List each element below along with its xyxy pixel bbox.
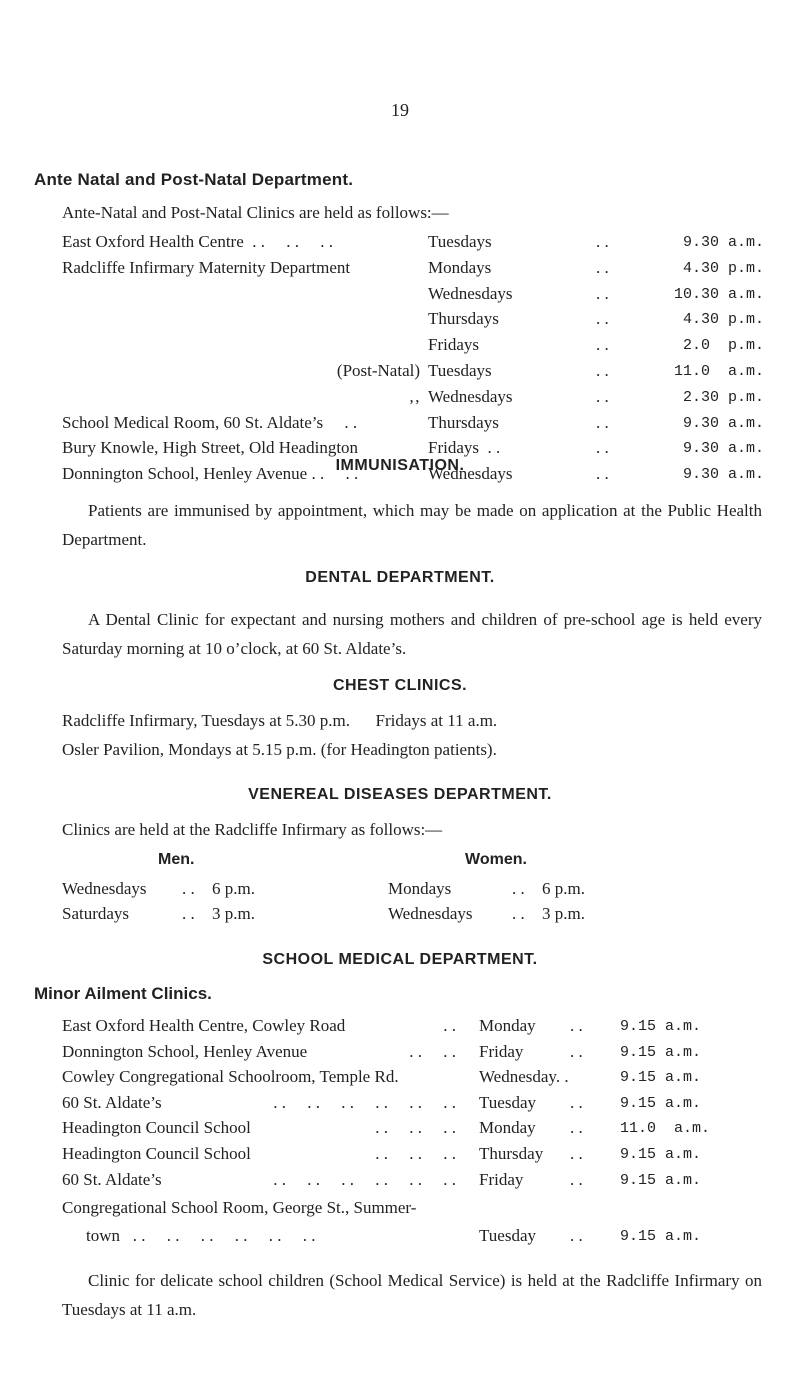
clinic-place: ‚‚	[408, 386, 420, 406]
school-day: Friday	[479, 1041, 524, 1061]
minor-ailment-subheading: Minor Ailment Clinics.	[34, 984, 212, 1003]
chest-line-2: Osler Pavilion, Mondays at 5.15 p.m. (for Headington patients).	[62, 740, 497, 759]
women-heading: Women.	[465, 851, 527, 868]
clinic-time: 9.30 a.m.	[682, 466, 764, 484]
school-clinic-row	[0, 1016, 800, 1042]
ante-natal-row	[0, 361, 800, 387]
clinic-time: 10.30 a.m.	[673, 285, 764, 303]
clinic-day: Tuesdays	[428, 232, 492, 251]
clinic-day: Tuesdays	[428, 361, 492, 380]
ante-natal-row	[0, 232, 800, 258]
school-dots-2: . .	[570, 1118, 583, 1138]
school-place: 60 St. Aldate’s	[62, 1169, 162, 1189]
ante-natal-intro: Ante-Natal and Post-Natal Clinics are held as follows:—	[62, 203, 449, 222]
men-time: 6 p.m.	[212, 879, 255, 898]
clinic-place: East Oxford Health Centre . . . . . .	[62, 232, 333, 251]
last-place-line-2: town . . . . . . . . . . . .	[86, 1226, 316, 1245]
clinic-place: School Medical Room, 60 St. Aldate’s . .	[62, 412, 358, 432]
clinic-dots: . .	[596, 412, 609, 432]
school-dots-2: . .	[570, 1041, 583, 1061]
school-day: Wednesday. .	[479, 1067, 569, 1087]
school-time: 11.0 a.m.	[620, 1120, 711, 1138]
clinic-time: 9.30 a.m.	[682, 234, 764, 251]
ante-natal-row	[0, 413, 800, 439]
school-clinic-row	[0, 1093, 800, 1119]
school-dots-2: . .	[570, 1016, 583, 1035]
clinic-dots: . .	[596, 438, 609, 458]
clinic-time: 2.0 p.m.	[682, 337, 764, 355]
school-clinic-row	[0, 1144, 800, 1170]
last-day: Tuesday	[479, 1226, 536, 1245]
school-day: Monday	[479, 1118, 536, 1138]
clinic-place: Bury Knowle, High Street, Old Headington	[62, 438, 359, 458]
school-time: 9.15 a.m.	[620, 1171, 702, 1189]
school-dots-1: . . . . . .	[375, 1144, 456, 1163]
last-place-line-1: Congregational School Room, George St., Summer-	[62, 1198, 417, 1217]
clinic-day: Mondays	[428, 257, 492, 277]
ante-natal-row	[0, 335, 800, 361]
school-dots-1: . . . .	[409, 1041, 456, 1061]
dental-heading: DENTAL DEPARTMENT.	[305, 569, 495, 586]
school-time: 9.15 a.m.	[620, 1069, 702, 1087]
clinic-dots: . .	[596, 386, 609, 406]
page-number: 19	[391, 100, 409, 120]
school-clinic-row	[0, 1042, 800, 1068]
women-dots: . .	[512, 904, 525, 923]
school-dots-1: . . . . . . . . . . . .	[273, 1169, 456, 1189]
school-place: East Oxford Health Centre, Cowley Road	[62, 1016, 346, 1035]
men-time: 3 p.m.	[212, 904, 255, 923]
school-day: Thursday	[479, 1144, 544, 1163]
school-time: 9.15 a.m.	[620, 1018, 702, 1035]
school-clinic-row	[0, 1170, 800, 1196]
last-dots: . .	[570, 1226, 583, 1245]
clinic-place: Radcliffe Infirmary Maternity Department	[62, 257, 351, 277]
dental-text: A Dental Clinic for expectant and nursing mothers and children of pre-school age is held every Saturday morning at 10 o’clock, at 60 St. Aldate’s.	[62, 610, 762, 658]
men-dots: . .	[182, 879, 195, 898]
clinic-time: 4.30 p.m.	[682, 259, 764, 277]
last-time: 9.15 a.m.	[620, 1228, 702, 1245]
clinic-place: Donnington School, Henley Avenue . . . .	[62, 464, 359, 484]
school-place: Headington Council School	[62, 1118, 251, 1138]
school-day: Monday	[479, 1016, 536, 1035]
school-day: Tuesday	[479, 1092, 536, 1112]
women-time: 3 p.m.	[542, 904, 585, 923]
ante-natal-row	[0, 284, 800, 310]
women-dots: . .	[512, 879, 525, 898]
clinic-dots: . .	[596, 361, 609, 380]
clinic-day: Thursdays	[428, 412, 499, 432]
school-dots-2: . .	[570, 1144, 583, 1163]
clinic-day: Wednesdays	[428, 283, 513, 303]
clinic-dots: . .	[596, 283, 609, 303]
school-place: Donnington School, Henley Avenue	[62, 1041, 308, 1061]
clinic-time: 11.0 a.m.	[673, 363, 764, 380]
clinic-day: Fridays . .	[428, 438, 501, 458]
ante-natal-heading: Ante Natal and Post-Natal Department.	[34, 170, 354, 189]
clinic-dots: . .	[596, 232, 609, 251]
clinic-time: 4.30 p.m.	[682, 311, 764, 329]
school-clinic-row	[0, 1118, 800, 1144]
venereal-row	[0, 879, 800, 905]
school-time: 9.15 a.m.	[620, 1094, 702, 1112]
venereal-heading: VENEREAL DISEASES DEPARTMENT.	[248, 786, 552, 803]
clinic-dots: . .	[596, 464, 609, 484]
men-dots: . .	[182, 904, 195, 923]
men-heading: Men.	[158, 851, 195, 868]
school-day: Friday	[479, 1169, 524, 1189]
ante-natal-row	[0, 309, 800, 335]
clinic-time: 9.30 a.m.	[682, 414, 764, 432]
ante-natal-row	[0, 258, 800, 284]
clinic-time: 2.30 p.m.	[682, 388, 764, 406]
men-day: Saturdays	[62, 904, 130, 923]
school-place: Cowley Congregational Schoolroom, Temple Rd.	[62, 1067, 399, 1087]
chest-line-1: Radcliffe Infirmary, Tuesdays at 5.30 p.m. Fridays at 11 a.m.	[62, 711, 498, 730]
school-dots-2: . .	[570, 1092, 583, 1112]
clinic-dots: . .	[596, 335, 609, 355]
men-day: Wednesdays	[62, 879, 147, 898]
chest-heading: CHEST CLINICS.	[332, 677, 468, 694]
school-medical-heading: SCHOOL MEDICAL DEPARTMENT.	[262, 951, 538, 968]
school-dots-1: . . . . . .	[375, 1118, 456, 1138]
immunisation-text: Patients are immunised by appointment, which may be made on application at the Public Health Department.	[62, 501, 762, 549]
school-dots-1: . .	[443, 1016, 456, 1035]
women-day: Mondays	[388, 879, 452, 898]
school-time: 9.15 a.m.	[620, 1043, 702, 1061]
ante-natal-row	[0, 387, 800, 413]
clinic-time: 9.30 a.m.	[682, 440, 764, 458]
clinic-day: Wednesdays	[428, 464, 513, 484]
school-place: Headington Council School	[62, 1144, 251, 1163]
venereal-row	[0, 904, 800, 930]
clinic-dots: . .	[596, 309, 609, 329]
immunisation-heading: IMMUNISATION.	[335, 457, 465, 474]
clinic-day: Wednesdays	[428, 386, 513, 406]
venereal-intro: Clinics are held at the Radcliffe Infirmary as follows:—	[62, 820, 443, 839]
school-clinic-row	[0, 1067, 800, 1093]
clinic-dots: . .	[596, 257, 609, 277]
clinic-day: Thursdays	[428, 309, 499, 329]
clinic-place: (Post-Natal)	[336, 361, 420, 380]
women-day: Wednesdays	[388, 904, 473, 923]
women-time: 6 p.m.	[542, 879, 585, 898]
school-dots-1: . . . . . . . . . . . .	[273, 1092, 456, 1112]
school-dots-2: . .	[570, 1169, 583, 1189]
school-place: 60 St. Aldate’s	[62, 1092, 162, 1112]
school-time: 9.15 a.m.	[620, 1146, 702, 1163]
clinic-day: Fridays	[428, 335, 479, 355]
school-medical-footer: Clinic for delicate school children (School Medical Service) is held at the Radcliffe Infirmary on Tuesdays at 11 a.m.	[62, 1271, 762, 1319]
